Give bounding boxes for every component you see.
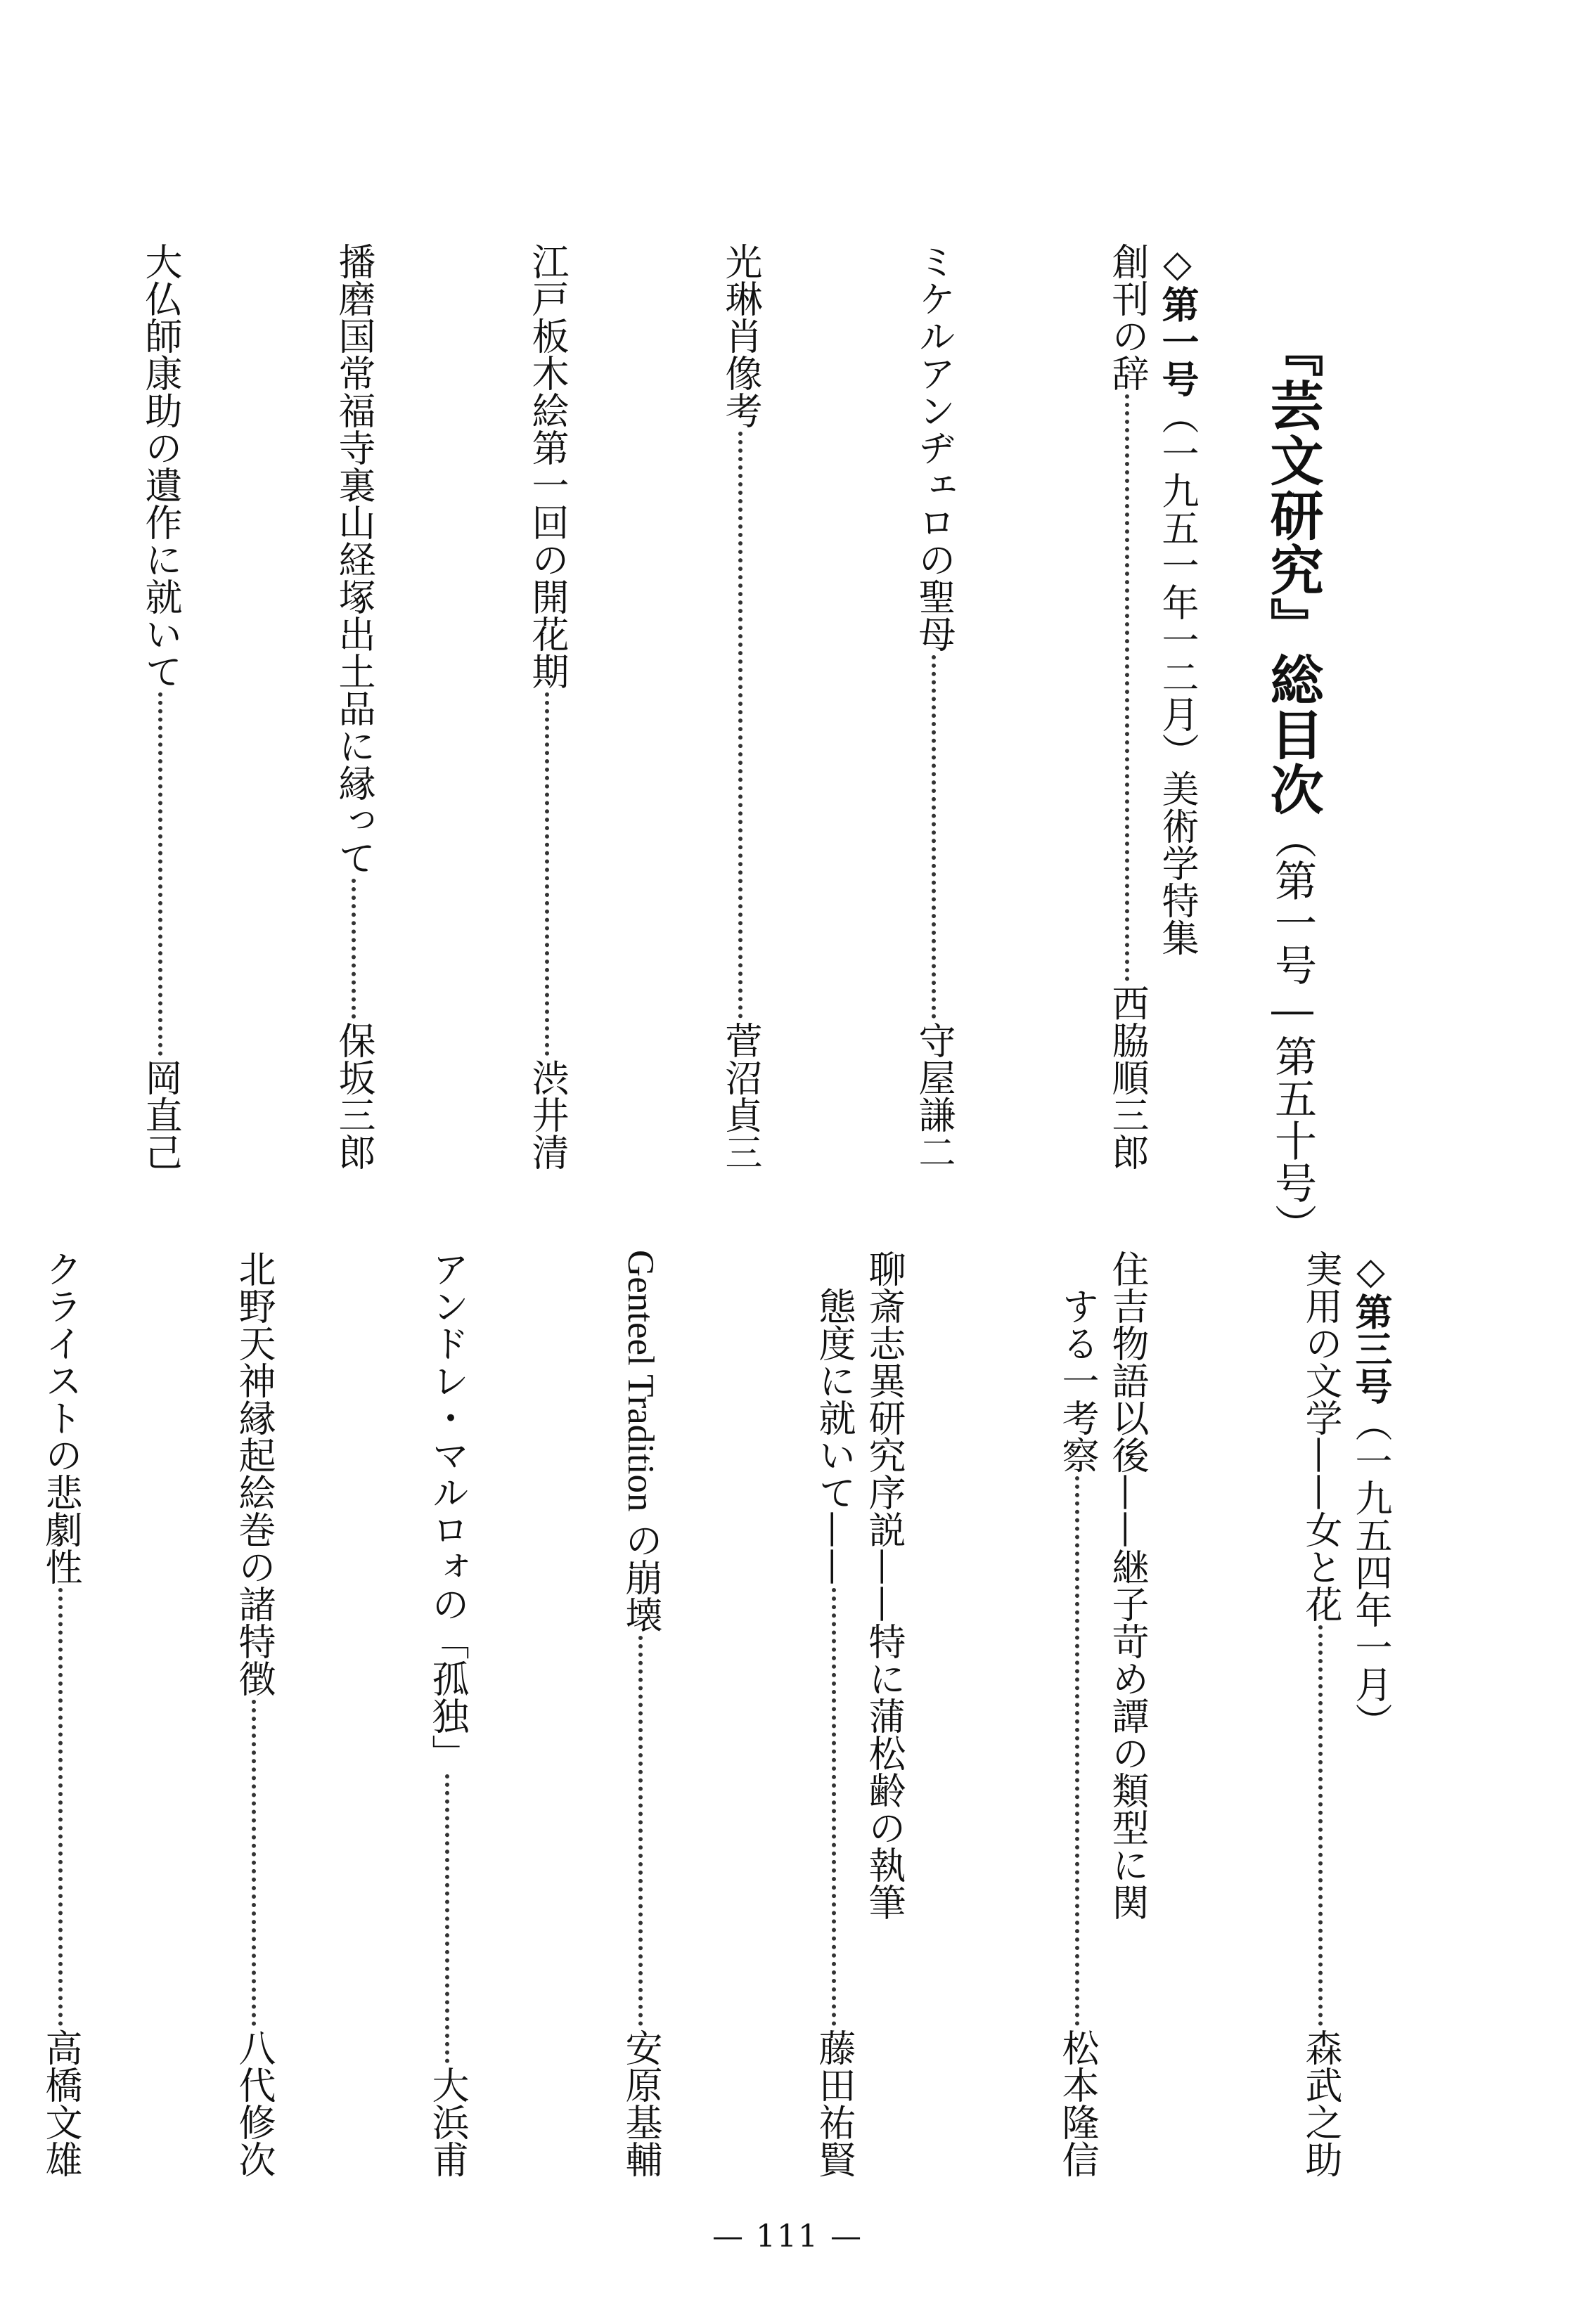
leader-dots — [158, 692, 162, 1056]
entry-title: 光琳肖像考 — [719, 243, 762, 429]
entry-title: 住吉物語以後——継子苛め譚の類型に関 — [1106, 1250, 1149, 1920]
toc-entry-first-line — [1102, 1250, 1152, 2178]
entry-title: 江戸板木絵第一回の開花期 — [526, 243, 569, 690]
toc-entry-continuation — [666, 1250, 859, 2178]
entry-author: 菅沼貞三 — [719, 1021, 762, 1170]
entry-author: 大浜甫 — [426, 2066, 469, 2178]
issue-label: ◇第一号 — [1156, 243, 1199, 397]
leader-dots — [445, 1774, 449, 2063]
title-main: 『芸文研究』総目次 — [1261, 323, 1324, 817]
toc-entry — [0, 243, 186, 1170]
leader-dots — [545, 692, 549, 1056]
toc-entry-first-line — [859, 1250, 909, 2178]
toc-entry — [766, 243, 959, 1170]
leader-dots — [252, 1700, 256, 2026]
toc-entry — [572, 243, 766, 1170]
entry-author: 八代修次 — [233, 2029, 276, 2178]
toc-upper-block — [139, 243, 1202, 1170]
entry-title: 大仏師康助の遺作に就いて — [139, 243, 182, 690]
issue-date: （一九五一年一二月）美術学特集 — [1156, 397, 1199, 956]
entry-title: Genteel Tradition の崩壊 — [620, 1250, 661, 1633]
leader-dots — [1075, 1476, 1079, 2026]
entry-author: 守屋謙二 — [913, 1021, 956, 1170]
entry-title: ミケルアンヂェロの聖母 — [913, 243, 956, 652]
toc-lower-block — [39, 1250, 1396, 2178]
toc-entry — [472, 1250, 666, 2178]
toc-entry — [86, 1250, 279, 2178]
toc-entry — [959, 243, 1152, 1170]
page-title — [1261, 323, 1324, 1246]
leader-dots — [832, 1588, 836, 2026]
entry-title: 聊斎志異研究序説——特に蒲松齢の執筆 — [863, 1250, 906, 1920]
toc-entry-continuation — [909, 1250, 1102, 2178]
leader-dots — [1318, 1625, 1323, 2026]
entry-author: 渋井清 — [526, 1059, 569, 1170]
leader-dots — [738, 432, 742, 1019]
entry-author: 岡直己 — [139, 1059, 182, 1170]
entry-title: アンドレ・マルロォの「孤独」 — [426, 1250, 469, 1771]
entry-author: 森武之助 — [1299, 2029, 1342, 2178]
entry-title: 創刊の辞 — [1106, 243, 1149, 392]
entry-author: 保坂三郎 — [333, 1021, 375, 1170]
toc-entry — [1152, 1250, 1346, 2178]
issue-header — [1152, 243, 1202, 1170]
toc-entry — [0, 1250, 86, 2178]
entry-title-cont: 態度に就いて—— — [813, 1287, 856, 1585]
issue-label: ◇第三号 — [1349, 1250, 1392, 1405]
leader-dots — [1125, 394, 1129, 981]
entry-title: クライストの悲劇性 — [39, 1250, 82, 1585]
title-sub: （第一号―第五十号） — [1268, 817, 1317, 1246]
entry-author: 安原基輔 — [619, 2029, 662, 2178]
toc-entry — [379, 243, 572, 1170]
page-number: — 111 — — [712, 2219, 863, 2254]
leader-dots — [932, 655, 936, 1019]
toc-entry — [279, 1250, 472, 2178]
toc-entry — [186, 243, 379, 1170]
entry-author: 西脇順三郎 — [1106, 984, 1149, 1170]
entry-title: 北野天神縁起絵巻の諸特徴 — [233, 1250, 276, 1697]
issue-date: （一九五四年一月） — [1349, 1405, 1392, 1740]
entry-title: 播磨国常福寺裏山経塚出土品に縁って — [333, 243, 375, 876]
leader-dots — [58, 1588, 63, 2026]
entry-title-cont: する一考察 — [1056, 1287, 1099, 1473]
leader-dots — [352, 879, 356, 1019]
entry-author: 高橋文雄 — [39, 2029, 82, 2178]
entry-author: 藤田祐賢 — [813, 2029, 856, 2178]
entry-title: 実用の文学——女と花 — [1299, 1250, 1342, 1622]
entry-author: 松本隆信 — [1056, 2029, 1099, 2178]
leader-dots — [638, 1636, 643, 2026]
issue-header — [1346, 1250, 1396, 2178]
